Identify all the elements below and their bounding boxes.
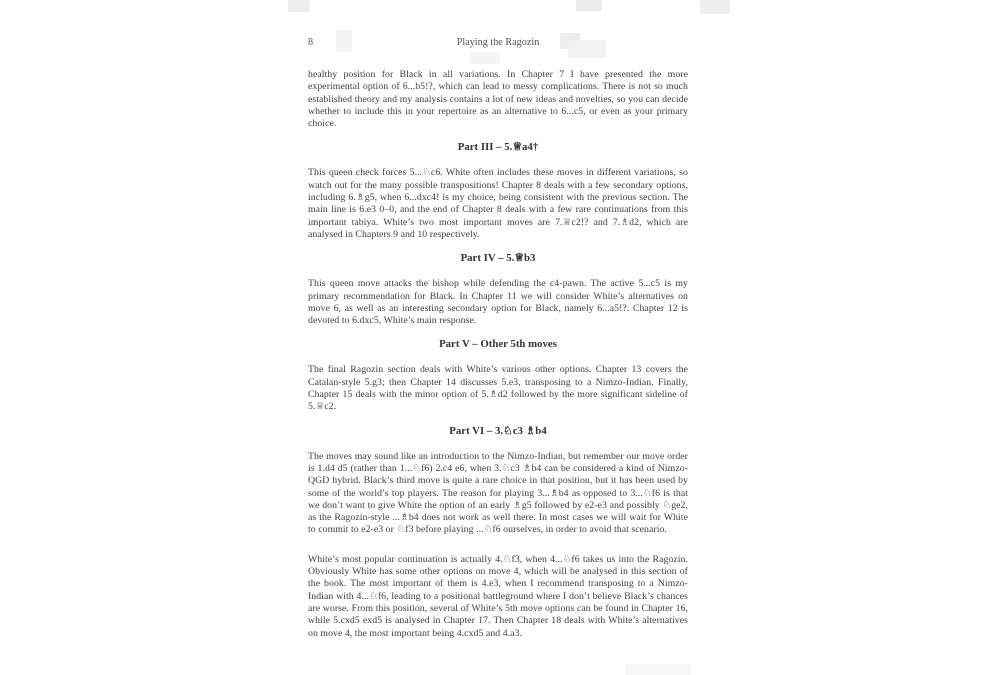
- scan-artifact: [700, 0, 730, 14]
- body-paragraph-part-iv: This queen move attacks the bishop while defending the c4-pawn. The active 5...c5 is my primary recommendation for Black. In Chapter 11 we will consider White’s alternatives on move 6, as well as an interesting secondary option for Black, namely 6...a5!?. Chapter 12 is devoted to 6.dxc5, White’s main response.: [308, 278, 688, 327]
- section-heading-part-vi: Part VI – 3.♘c3 ♗b4: [449, 424, 547, 437]
- body-paragraph-part-iii: This queen check forces 5...♘c6. White often includes these moves in different variations, so watch out for the many possible transpositions! Chapter 8 deals with a few secondary options, including 6.♗g5, when 6...dxc4! is my choice, being consistent with the previous section. The main line is 6.e3 0–0, and the end of Chapter 8 deals with a few rare continuations from this important tabiya. White’s two most important moves are 7.♕c2!? and 7.♗d2, which are analysed in Chapters 9 and 10 respectively.: [308, 167, 688, 240]
- page-header: [308, 36, 688, 49]
- body-paragraph-part-vi-a: The moves may sound like an introduction to the Nimzo-Indian, but remember our move order is 1.d4 d5 (rather than 1...♘f6) 2.c4 e6, when 3.♘c3 ♗b4 can be considered a kind of Nimzo-QGD hybrid. Black’s third move is quite a rare choice in that position, but it has been used by some of the world’s top players. The reason for playing 3...♗b4 as opposed to 3...♘f6 is that we don’t want to give White the option of an early ♗g5 followed by e2-e3 and possibly ♘ge2, as the Ragozin-style ...♗b4 does not work as well there. In most cases we will wait for White to commit to e2-e3 or ♘f3 before playing ...♘f6 ourselves, in order to avoid that scenario.: [308, 450, 688, 536]
- section-heading-part-iv: Part IV – 5.♕b3: [460, 252, 536, 265]
- section-heading-part-iii: Part III – 5.♕a4†: [457, 141, 539, 154]
- body-paragraph-part-vi-b: White’s most popular continuation is actually 4.♘f3, when 4...♘f6 takes us into the Ragozin. Obviously White has some other options on move 4, which will be analysed in this section of the book. The most important of them is 4.e3, when I recommend transposing to a Nimzo-Indian with 4...♘f6, leading to a positional battleground where I don’t believe Black’s chances are worse. From this position, several of White’s 5th move options can be found in Chapter 16, while 5.cxd5 exd5 is analysed in Chapter 17. Then Chapter 18 deals with White’s alternatives on move 4, the most important being 4.cxd5 and 4.a3.: [308, 553, 688, 639]
- scan-artifact: [288, 0, 310, 12]
- text-column: [308, 36, 688, 640]
- running-header: Playing the Ragozin: [456, 37, 540, 48]
- scan-artifact: [576, 0, 602, 11]
- page-number: 8: [308, 37, 314, 48]
- body-paragraph-intro: healthy position for Black in all variations. In Chapter 7 I have presented the more experimental option of 6...b5!?, which can lead to messy complications. There is not so much established theory and my analysis contains a lot of new ideas and novelties, so you can decide whether to include this in your repertoire as an alternative to 6...c5, or even as your primary choice.: [308, 69, 688, 130]
- scan-artifact: [625, 664, 691, 675]
- section-heading-part-v: Part V – Other 5th moves: [439, 338, 557, 351]
- body-paragraph-part-v: The final Ragozin section deals with White’s various other options. Chapter 13 covers the Catalan-style 5.g3; then Chapter 14 discusses 5.e3, transposing to a Nimzo-Indian. Finally, Chapter 15 deals with the minor option of 5.♗d2 followed by the more significant sideline of 5.♕c2.: [308, 364, 688, 413]
